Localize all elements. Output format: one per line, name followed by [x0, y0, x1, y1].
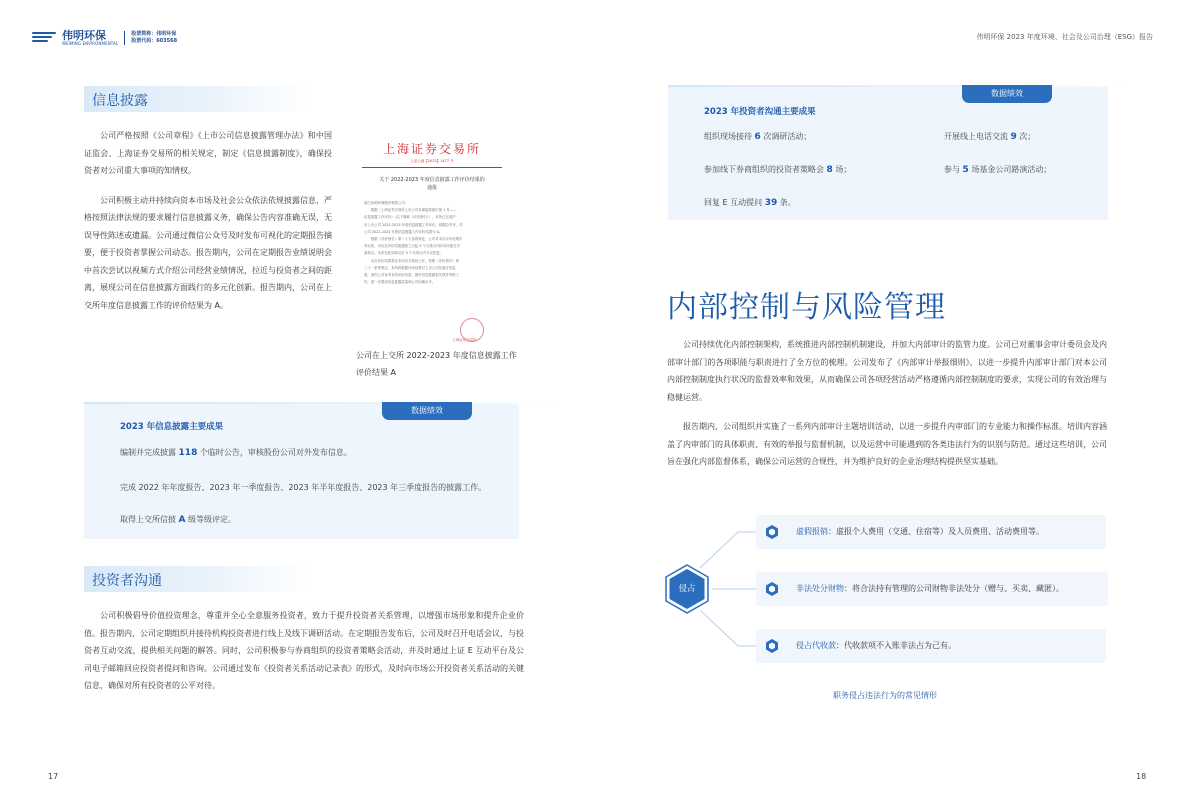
- box-title: 2023 年投资者沟通主要成果: [704, 107, 816, 117]
- diagram-item-embezzle-collections: [756, 629, 1106, 663]
- internal-control-heading: 内部控制与风险管理: [667, 290, 946, 325]
- logo-mark-icon: [32, 31, 56, 45]
- paragraph: 公司持续优化内部控制架构，系统推进内部控制机制建设，并加大内部审计的监管力度。公司已对董事会审计委员会及内部审计部门的各项职能与职责进行了全方位的梳理。公司发布了《内部审计举报细则》，以进一步提升内部审计部门对本公司内部控制制度执行状况的监督效率和效果，从而确保公司各项经营活动严格遵循内部控制制度的要求，实现公司的有效治理与稳健运营。: [667, 340, 1107, 402]
- logo-name: 伟明环保: [62, 29, 106, 42]
- disclosure-results-box: [84, 404, 519, 539]
- box-item: 参与 5 场基金公司路演活动；: [944, 165, 1052, 175]
- highlight-number: 5: [962, 165, 969, 175]
- doc-body: [364, 200, 500, 286]
- doc-body-line: 面异议。本所在收到异议后 5 个交易日内予以答复。: [364, 251, 443, 256]
- doc-body-line: 异议的，可以在评价结果通知之日起 5 个交易日内向本所提交书: [364, 244, 460, 249]
- box-item: 取得上交所信披 A 级等级评定。: [120, 515, 237, 525]
- diagram-item-illegal-disposal: [756, 572, 1108, 606]
- paragraph: 公司严格按照《公司章程》《上市公司信息披露管理办法》和中国证监会、上海证券交易所的相关规定，制定《信息披露制度》，确保投资者对公司重大事项的知情权。: [84, 131, 332, 175]
- center-label: 侵占: [678, 584, 696, 594]
- doc-body-line: 根据《上海证券交易所上市公司自律监管指引第 1 号——: [364, 208, 457, 213]
- highlight-number: 118: [178, 448, 198, 458]
- doc-body-line: 信息披露工作评价》（以下简称《评价指引》），本所已完成沪: [364, 215, 456, 220]
- stock-abbr: 股票简称：伟明环保: [131, 31, 177, 37]
- doc-body-line: 本次评价结果将在本所官方网站公开。按照《评价指引》第: [364, 258, 459, 263]
- item-text: ：虚报个人费用（交通、住宿等）及人员费用、活动费用等。: [828, 527, 1044, 536]
- stock-code: 股票代码：603568: [131, 38, 178, 44]
- hexagon-bullet-icon: [765, 525, 779, 539]
- doc-title-line: 关于 2022-2023 年度信息披露工作评价结果的: [379, 177, 485, 183]
- doc-body-line: 浙江伟明环保股份有限公司：: [364, 201, 409, 205]
- internal-control-text: [667, 336, 1107, 471]
- company-logo: [32, 30, 177, 46]
- doc-number: 上证公函【2023】1477 号: [410, 159, 454, 163]
- highlight-number: 39: [764, 198, 778, 208]
- item-key: 非法处分财物: [796, 584, 844, 593]
- diagram-item-false-reimbursement: [756, 515, 1106, 549]
- page-number-right: 18: [1136, 772, 1147, 781]
- investor-text: [84, 607, 524, 695]
- hexagon-bullet-icon: [765, 639, 779, 653]
- page-number-left: 17: [48, 772, 59, 781]
- data-performance-tab: 数据绩效: [382, 402, 472, 420]
- box-item: 开展线上电话交流 9 次；: [944, 132, 1036, 142]
- report-title: 伟明环保 2023 年度环境、社会及公司治理（ESG）报告: [976, 33, 1153, 41]
- doc-red-line: [362, 167, 502, 168]
- doc-caption: 公司在上交所 2022-2023 年度信息披露工作评价结果 A: [356, 351, 517, 377]
- section-heading-text: 信息披露: [92, 93, 148, 109]
- investor-results-box: [668, 87, 1108, 220]
- highlight-number: 8: [826, 165, 833, 175]
- section-heading-investor: [84, 566, 312, 592]
- doc-body-line: 作，进一步提高信息披露质量和公司治理水平。: [364, 280, 436, 285]
- box-title: 2023 年信息披露主要成果: [120, 422, 224, 432]
- doc-title-line: 通报: [426, 185, 437, 191]
- doc-body-line: 市上市公司 2022-2023 年度信息披露工作评价，根据总考评，你: [364, 222, 463, 227]
- logo-subtitle: WEIMING ENVIRONMENTAL: [62, 41, 119, 46]
- diagram-caption: 职务侵占违法行为的常见情形: [833, 691, 937, 700]
- highlight-grade: A: [178, 515, 186, 525]
- item-key: 侵占代收款: [796, 641, 836, 650]
- hexagon-bullet-icon: [765, 582, 779, 596]
- doc-body-line: 管，请你公司参考本所评价结果，做好信息披露相关领导考核工: [364, 273, 459, 278]
- sse-notice-image: [354, 130, 510, 342]
- item-key: 虚假报销: [796, 527, 828, 536]
- doc-org: 上海证券交易所: [382, 142, 481, 156]
- doc-body-line: 公司 2022-2023 年度信息披露工作评价结果为 A。: [364, 229, 443, 234]
- item-text: ：代收款项不入账非法占为己有。: [836, 641, 956, 650]
- logo-separator: [124, 31, 125, 45]
- doc-body-line: 根据《评价指引》第二十九条的规定，公司对本次评价结果有: [364, 237, 463, 242]
- item-text: ：将合法持有管理的公司财物非法处分（赠与、买卖、藏匿）。: [844, 584, 1064, 593]
- highlight-number: 6: [754, 132, 761, 142]
- data-performance-tab: 数据绩效: [962, 85, 1052, 103]
- doc-body-line: 三十一条等规定，本所将根据评价结果对上市公司实施分类监: [364, 265, 456, 270]
- box-item: 完成 2022 年年度报告、2023 年一季度报告、2023 年半年度报告、2023 年三季度报告的披露工作。: [120, 483, 487, 492]
- paragraph: 公司积极主动并持续向资本市场及社会公众依法依规披露信息，严格按照法律法规的要求履行信息披露义务，确保公告内容准确无误，无误导性陈述或遗漏。公司通过微信公众号及时发布可视化的定期报告摘要，便于投资者掌握公司动态。报告期内，公司在定期报告业绩说明会中首次尝试以视频方式介绍公司经营业绩情况，拉近与投资者之间的距离，展现公司在信息披露方面践行的多元化创新。报告期内，公司在上交所年度信息披露工作的评价结果为 A。: [84, 195, 332, 310]
- box-item: 参加线下券商组织的投资者策略会 8 场；: [704, 165, 852, 175]
- info-disclosure-text: [84, 127, 332, 314]
- paragraph: 报告期内，公司组织并实施了一系列内部审计主题培训活动，以进一步提升内审部门的专业能力和操作标准。培训内容涵盖了内审部门的具体职责、有效的举报与监督机制，以及运营中可能遇到的各类违法行为的识别与防范。通过这些培训，公司旨在强化内部监督体系，确保公司运营的合规性，并为维护良好的企业治理结构提供坚实基础。: [667, 422, 1107, 466]
- box-item: 组织现场接待 6 次调研活动；: [704, 132, 812, 142]
- section-heading-info-disclosure: [84, 86, 312, 112]
- section-heading-text: 投资者沟通: [92, 573, 162, 589]
- paragraph: 公司积极倡导价值投资理念，尊重并全心全意服务投资者，致力于提升投资者关系管理，以增强市场形象和提升企业价值。报告期内，公司定期组织并接待机构投资者进行线上及线下调研活动。在定期报告发布后，公司及时召开电话会议，与投资者互动交流，提供相关问题的解答。同时，公司积极参与券商组织的投资者策略会活动，并及时通过上证 E 互动平台及公司电子邮箱回应投资者提问和咨询。公司通过发布《投资者关系活动记录表》的形式，及时向市场公开投资者关系活动的关键信息，确保对所有投资者的公平对待。: [84, 611, 524, 690]
- box-item: 回复 E 互动提问 39 条。: [704, 198, 796, 208]
- seal-text: 上海证券交易所: [452, 338, 477, 342]
- box-item: 编制并完成披露 118 个临时公告，审核股份公司对外发布信息。: [120, 448, 352, 458]
- highlight-number: 9: [1010, 132, 1017, 142]
